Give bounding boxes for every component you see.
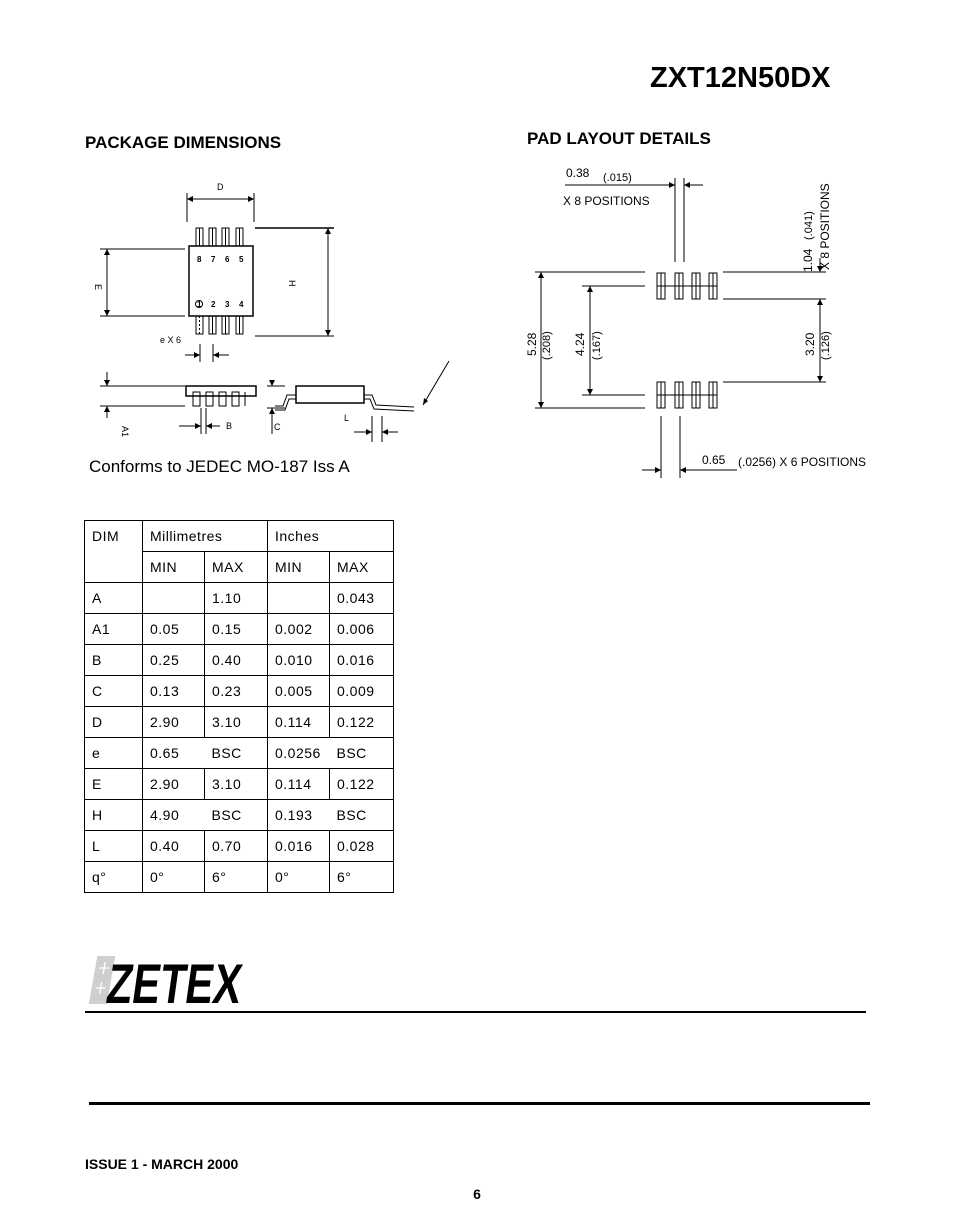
pad-pitch-text: (.0256) X 6 POSITIONS bbox=[738, 455, 867, 469]
pad-width-in: (.015) bbox=[603, 172, 632, 184]
cell-mm-min: 2.90 bbox=[143, 769, 205, 800]
cell-dim: H bbox=[85, 800, 143, 831]
pad-length-mm: 1.04 bbox=[801, 248, 815, 272]
inner-span-mm: 4.24 bbox=[573, 332, 587, 356]
cell-dim: q° bbox=[85, 862, 143, 893]
table-row bbox=[85, 645, 394, 676]
table-row bbox=[85, 831, 394, 862]
dimension-table bbox=[84, 520, 394, 893]
inner-span-in: (.167) bbox=[591, 331, 603, 360]
label-l: L bbox=[344, 413, 350, 423]
cell-in-min: 0° bbox=[268, 862, 330, 893]
label-h: H bbox=[287, 280, 297, 287]
cell-in-min: 0.005 bbox=[268, 676, 330, 707]
pad-length-count: X 8 POSITIONS bbox=[818, 183, 832, 270]
package-dimensions-title: PACKAGE DIMENSIONS bbox=[85, 133, 282, 152]
label-d: D bbox=[217, 182, 224, 192]
pin-8: 8 bbox=[197, 255, 202, 264]
table-row bbox=[85, 707, 394, 738]
zetex-logo bbox=[84, 952, 293, 1015]
cell-mm-max: 0.23 bbox=[205, 676, 268, 707]
outer-span-in: (.208) bbox=[541, 331, 553, 360]
table-row bbox=[85, 614, 394, 645]
issue-date: ISSUE 1 - MARCH 2000 bbox=[85, 1156, 239, 1172]
pad-pitch-mm: 0.65 bbox=[702, 453, 726, 467]
cell-mm-max: BSC bbox=[205, 738, 268, 769]
cell-mm-max: 0.15 bbox=[205, 614, 268, 645]
cell-mm-min: 2.90 bbox=[143, 707, 205, 738]
cell-dim: B bbox=[85, 645, 143, 676]
pad-width-mm: 0.38 bbox=[566, 166, 590, 180]
cell-in-max: 0.122 bbox=[330, 707, 394, 738]
cell-in-min: 0.114 bbox=[268, 707, 330, 738]
cell-mm-max: 0.70 bbox=[205, 831, 268, 862]
table-row bbox=[85, 769, 394, 800]
cell-in-max: 0.043 bbox=[330, 583, 394, 614]
table-row bbox=[85, 738, 394, 769]
header-in-max: MAX bbox=[330, 552, 394, 583]
cell-mm-max: BSC bbox=[205, 800, 268, 831]
cell-dim: A1 bbox=[85, 614, 143, 645]
cell-dim: D bbox=[85, 707, 143, 738]
table-header-row bbox=[85, 521, 394, 552]
divider-bottom bbox=[89, 1102, 870, 1105]
header-millimetres: Millimetres bbox=[143, 521, 268, 552]
cell-dim: A bbox=[85, 583, 143, 614]
cell-mm-min: 4.90 bbox=[143, 800, 205, 831]
header-inches: Inches bbox=[268, 521, 394, 552]
cell-in-min: 0.002 bbox=[268, 614, 330, 645]
cell-in-min: 0.0256 bbox=[268, 738, 330, 769]
outer-span-mm: 5.28 bbox=[525, 332, 539, 356]
label-a1: A1 bbox=[120, 426, 130, 438]
pin-6: 6 bbox=[225, 255, 230, 264]
label-c: C bbox=[274, 422, 281, 432]
cell-dim: E bbox=[85, 769, 143, 800]
pin-1: 1 bbox=[197, 300, 202, 309]
pin-2: 2 bbox=[211, 300, 216, 309]
pin-4: 4 bbox=[239, 300, 244, 309]
cell-in-min: 0.114 bbox=[268, 769, 330, 800]
pad-gap-mm: 3.20 bbox=[803, 332, 817, 356]
pin-5: 5 bbox=[239, 255, 244, 264]
header-mm-min: MIN bbox=[143, 552, 205, 583]
cell-mm-min: 0° bbox=[143, 862, 205, 893]
cell-mm-max: 6° bbox=[205, 862, 268, 893]
cell-mm-min bbox=[143, 583, 205, 614]
cell-in-max: 0.009 bbox=[330, 676, 394, 707]
cell-in-max: BSC bbox=[330, 738, 394, 769]
package-dimensions-drawing bbox=[0, 0, 954, 500]
pad-width-count: X 8 POSITIONS bbox=[563, 194, 650, 208]
cell-in-min: 0.016 bbox=[268, 831, 330, 862]
cell-in-min bbox=[268, 583, 330, 614]
cell-in-max: BSC bbox=[330, 800, 394, 831]
divider-top bbox=[85, 1011, 866, 1013]
pad-gap-in: (.126) bbox=[820, 331, 832, 360]
label-b: B bbox=[226, 421, 233, 431]
pad-layout-title: PAD LAYOUT DETAILS bbox=[527, 129, 711, 148]
part-number: ZXT12N50DX bbox=[650, 62, 831, 94]
cell-in-max: 0.016 bbox=[330, 645, 394, 676]
table-row bbox=[85, 676, 394, 707]
cell-in-min: 0.193 bbox=[268, 800, 330, 831]
cell-mm-min: 0.25 bbox=[143, 645, 205, 676]
table-row bbox=[85, 862, 394, 893]
label-e: E bbox=[93, 284, 103, 291]
page-number: 6 bbox=[473, 1186, 481, 1202]
header-in-min: MIN bbox=[268, 552, 330, 583]
cell-in-max: 0.028 bbox=[330, 831, 394, 862]
cell-dim: e bbox=[85, 738, 143, 769]
header-dim: DIM bbox=[85, 521, 143, 583]
cell-mm-min: 0.65 bbox=[143, 738, 205, 769]
logo-wordmark: ZETEX bbox=[103, 952, 293, 1015]
cell-mm-max: 1.10 bbox=[205, 583, 268, 614]
cell-in-max: 6° bbox=[330, 862, 394, 893]
cell-mm-max: 3.10 bbox=[205, 707, 268, 738]
cell-mm-min: 0.05 bbox=[143, 614, 205, 645]
pad-length-in: (.041) bbox=[803, 211, 815, 240]
pin-7: 7 bbox=[211, 255, 216, 264]
header-mm-max: MAX bbox=[205, 552, 268, 583]
cell-in-min: 0.010 bbox=[268, 645, 330, 676]
cell-in-max: 0.122 bbox=[330, 769, 394, 800]
cell-dim: C bbox=[85, 676, 143, 707]
label-pitch: e X 6 bbox=[160, 335, 182, 345]
cell-mm-min: 0.40 bbox=[143, 831, 205, 862]
cell-mm-max: 3.10 bbox=[205, 769, 268, 800]
cell-mm-min: 0.13 bbox=[143, 676, 205, 707]
cell-in-max: 0.006 bbox=[330, 614, 394, 645]
jedec-conformance-note: Conforms to JEDEC MO-187 Iss A bbox=[89, 457, 350, 476]
cell-mm-max: 0.40 bbox=[205, 645, 268, 676]
table-row bbox=[85, 800, 394, 831]
pin-3: 3 bbox=[225, 300, 230, 309]
table-row bbox=[85, 583, 394, 614]
cell-dim: L bbox=[85, 831, 143, 862]
